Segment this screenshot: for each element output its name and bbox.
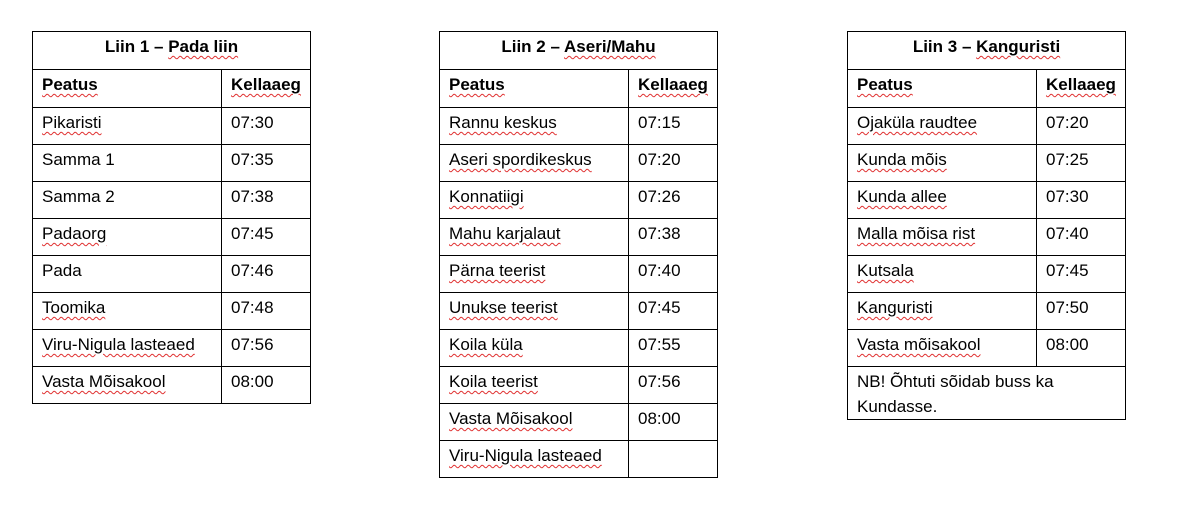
table-row xyxy=(440,441,718,478)
stop-name: Pärna teerist xyxy=(440,256,629,293)
stop-time: 07:26 xyxy=(629,182,718,219)
stop-time: 07:30 xyxy=(1037,182,1126,219)
route-3-title-prefix: Liin 3 – xyxy=(912,37,977,56)
route-3-table xyxy=(847,31,1126,420)
table-row xyxy=(33,145,311,182)
table-row xyxy=(440,293,718,330)
stop-name: Malla mõisa rist xyxy=(848,219,1037,256)
table-row xyxy=(33,219,311,256)
route-2-col-time: Kellaaeg xyxy=(629,70,718,108)
stop-time: 07:45 xyxy=(629,293,718,330)
stop-time: 07:45 xyxy=(222,219,311,256)
route-2-col-stop: Peatus xyxy=(440,70,629,108)
stop-name: Kunda allee xyxy=(848,182,1037,219)
table-row xyxy=(33,182,311,219)
route-1-title xyxy=(33,32,311,70)
stop-time: 07:56 xyxy=(222,330,311,367)
stop-time: 07:25 xyxy=(1037,145,1126,182)
stop-name: Aseri spordikeskus xyxy=(440,145,629,182)
route-3-note: NB! Õhtuti sõidab buss ka Kundasse. xyxy=(848,367,1126,420)
table-row xyxy=(33,330,311,367)
route-1-table xyxy=(32,31,311,404)
route-3-col-stop: Peatus xyxy=(848,70,1037,108)
stop-time: 07:48 xyxy=(222,293,311,330)
table-row xyxy=(848,182,1126,219)
route-2-title-name: Aseri/Mahu xyxy=(564,37,656,56)
stop-name: Kunda mõis xyxy=(848,145,1037,182)
table-row xyxy=(440,404,718,441)
stop-name: Pada xyxy=(33,256,222,293)
table-row xyxy=(440,367,718,404)
stop-name: Unukse teerist xyxy=(440,293,629,330)
stop-name: Rannu keskus xyxy=(440,108,629,145)
stop-name: Vasta mõisakool xyxy=(848,330,1037,367)
table-row xyxy=(33,256,311,293)
route-1-col-time: Kellaaeg xyxy=(222,70,311,108)
table-row xyxy=(33,367,311,404)
stop-name: Samma 2 xyxy=(33,182,222,219)
stop-time: 07:55 xyxy=(629,330,718,367)
stop-time: 08:00 xyxy=(1037,330,1126,367)
stop-name: Konnatiigi xyxy=(440,182,629,219)
table-row xyxy=(33,108,311,145)
route-3-col-time: Kellaaeg xyxy=(1037,70,1126,108)
stop-time: 08:00 xyxy=(629,404,718,441)
stop-time: 07:40 xyxy=(629,256,718,293)
stop-name: Mahu karjalaut xyxy=(440,219,629,256)
route-2-title xyxy=(440,32,718,70)
table-row xyxy=(440,256,718,293)
stop-name: Viru-Nigula lasteaed xyxy=(440,441,629,478)
table-row xyxy=(848,330,1126,367)
stop-name: Koila küla xyxy=(440,330,629,367)
stop-name: Pikaristi xyxy=(33,108,222,145)
table-row xyxy=(33,293,311,330)
stop-name: Kanguristi xyxy=(848,293,1037,330)
table-row xyxy=(440,330,718,367)
stop-time xyxy=(629,441,718,478)
stop-time: 07:56 xyxy=(629,367,718,404)
stop-time: 07:35 xyxy=(222,145,311,182)
stop-name: Samma 1 xyxy=(33,145,222,182)
route-1-col-stop: Peatus xyxy=(33,70,222,108)
route-2-title-prefix: Liin 2 – xyxy=(501,37,565,56)
stop-time: 07:20 xyxy=(629,145,718,182)
table-row xyxy=(440,219,718,256)
stop-time: 07:45 xyxy=(1037,256,1126,293)
table-row xyxy=(440,182,718,219)
stop-name: Koila teerist xyxy=(440,367,629,404)
table-row xyxy=(440,108,718,145)
table-row xyxy=(848,108,1126,145)
stop-name: Ojaküla raudtee xyxy=(848,108,1037,145)
table-row xyxy=(848,293,1126,330)
stop-time: 07:20 xyxy=(1037,108,1126,145)
stop-time: 07:30 xyxy=(222,108,311,145)
table-row xyxy=(848,145,1126,182)
table-row xyxy=(848,256,1126,293)
route-2-table xyxy=(439,31,718,478)
stop-time: 07:15 xyxy=(629,108,718,145)
table-row xyxy=(848,367,1126,420)
stop-time: 07:40 xyxy=(1037,219,1126,256)
stop-time: 07:38 xyxy=(222,182,311,219)
stop-name: Vasta Mõisakool xyxy=(33,367,222,404)
stop-time: 07:38 xyxy=(629,219,718,256)
stop-name: Padaorg xyxy=(33,219,222,256)
route-1-title-prefix: Liin 1 – xyxy=(104,37,169,56)
stop-time: 07:50 xyxy=(1037,293,1126,330)
stop-time: 08:00 xyxy=(222,367,311,404)
route-3-title-name: Kanguristi xyxy=(976,37,1061,56)
route-1-title-name: Pada liin xyxy=(168,37,239,56)
route-3-title xyxy=(848,32,1126,70)
table-row xyxy=(440,145,718,182)
stop-name: Vasta Mõisakool xyxy=(440,404,629,441)
table-row xyxy=(848,219,1126,256)
stop-name: Viru-Nigula lasteaed xyxy=(33,330,222,367)
stop-name: Toomika xyxy=(33,293,222,330)
stop-name: Kutsala xyxy=(848,256,1037,293)
stop-time: 07:46 xyxy=(222,256,311,293)
